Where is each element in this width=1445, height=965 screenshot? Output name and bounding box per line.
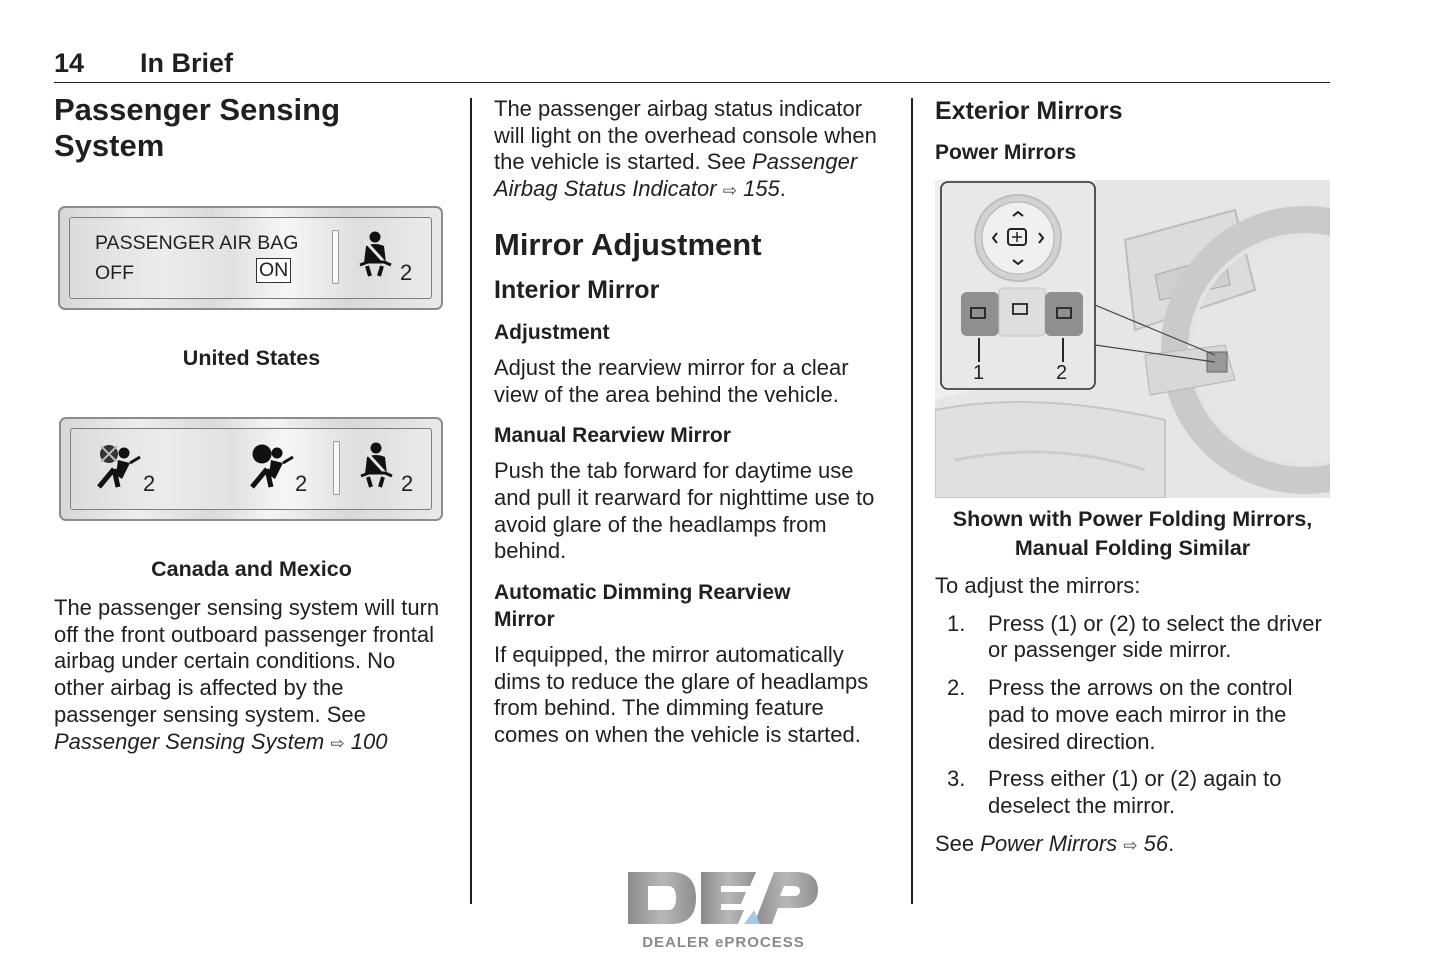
section-title: Passenger Sensing System xyxy=(54,92,341,163)
list-item: 1. Press (1) or (2) to select the driver or passenger side mirror. xyxy=(947,610,1322,663)
manual-mirror-text: Push the tab forward for daytime use and pull it rearward for nighttime use to avoid glare of the headlamps from behind. xyxy=(494,458,875,564)
steps-intro: To adjust the mirrors: xyxy=(935,573,1141,598)
power-mirrors-heading: Power Mirrors xyxy=(935,141,1077,164)
interior-mirror-heading: Interior Mirror xyxy=(494,275,660,304)
illustration-caption: Shown with Power Folding Mirrors, Manual Folding Similar xyxy=(952,507,1313,560)
auto-dimming-heading: Automatic Dimming Rearview Mirror xyxy=(494,581,791,632)
exterior-mirrors-title: Exterior Mirrors xyxy=(935,97,1123,125)
ref-link-airbag-status[interactable]: Passenger Airbag Status Indicator xyxy=(494,149,858,202)
dep-logo-icon xyxy=(626,868,821,928)
body-text: The passenger sensing system will turn off the front outboard passenger frontal airbag under certain conditions. No other airbag is affected by the passenger sensing system. See xyxy=(54,595,440,727)
auto-dimming-text: If equipped, the mirror automatically dims to reduce the glare of headlamps from behind. The dimming feature comes on when the vehicle is started. xyxy=(494,642,869,748)
list-item: 2. Press the arrows on the control pad to move each mirror in the desired direction. xyxy=(947,675,1293,754)
column-mirror-adjustment xyxy=(494,96,894,749)
seatbelt-reminder-icon xyxy=(358,230,402,280)
adjustment-heading: Adjustment xyxy=(494,320,610,344)
ref-link-power-mirrors[interactable]: Power Mirrors xyxy=(980,830,1118,856)
adjust-steps-list xyxy=(935,611,1335,820)
ref-page[interactable]: 56 xyxy=(1143,830,1169,856)
seatbelt-number: 2 xyxy=(400,260,413,285)
door-interior-drawing xyxy=(935,180,1330,498)
ref-page[interactable]: 155 xyxy=(743,176,780,202)
logo-tagline: DEALER ePROCESS xyxy=(642,934,805,951)
us-caption: United States xyxy=(182,346,321,370)
list-item: 3. Press either (1) or (2) again to deselect the mirror. xyxy=(947,766,1282,818)
dealer-eprocess-logo xyxy=(626,868,821,951)
callout-1: 1 xyxy=(973,362,985,384)
ref-page[interactable]: 100 xyxy=(350,728,388,754)
canada-airbag-indicator-panel xyxy=(59,417,443,521)
us-airbag-indicator-panel xyxy=(58,206,443,310)
column-exterior-mirrors xyxy=(935,96,1330,166)
ref-link-passenger-sensing[interactable]: Passenger Sensing System xyxy=(54,728,325,754)
mirror-adjustment-title: Mirror Adjustment xyxy=(494,226,762,262)
off-label: OFF xyxy=(95,262,134,284)
page-ref-arrow-icon: ⇨ xyxy=(330,733,345,753)
seatbelt-number: 2 xyxy=(401,471,414,496)
see-power-mirrors: See Power Mirrors ⇨ 56. xyxy=(935,830,1175,856)
section-name: In Brief xyxy=(140,48,234,78)
power-mirror-control-illustration xyxy=(935,180,1330,498)
callout-2: 2 xyxy=(1056,362,1068,384)
airbag-on-number: 2 xyxy=(295,471,308,496)
on-label: ON xyxy=(256,258,291,283)
airbag-status-intro: The passenger airbag status indicator will light on the overhead console when the vehicle is started. See Passenger Airbag Status Indicator ⇨ 155. xyxy=(494,96,877,202)
passenger-sensing-body xyxy=(54,595,449,757)
column-divider xyxy=(911,98,913,904)
panel-label: PASSENGER AIR BAG xyxy=(95,232,299,254)
column-divider xyxy=(470,98,472,904)
canada-caption: Canada and Mexico xyxy=(151,557,352,581)
manual-mirror-heading: Manual Rearview Mirror xyxy=(494,424,731,448)
page-header xyxy=(54,46,1330,83)
seatbelt-reminder-icon xyxy=(359,441,403,491)
airbag-off-number: 2 xyxy=(143,471,156,496)
panel-divider xyxy=(332,230,339,284)
panel-divider xyxy=(333,441,340,495)
page-ref-arrow-icon: ⇨ xyxy=(722,181,737,201)
page-number: 14 xyxy=(54,48,85,78)
exterior-mirrors-body xyxy=(935,573,1335,859)
column-passenger-sensing xyxy=(54,92,449,164)
page-ref-arrow-icon: ⇨ xyxy=(1123,835,1138,855)
adjustment-text: Adjust the rearview mirror for a clear view of the area behind the vehicle. xyxy=(494,354,849,407)
